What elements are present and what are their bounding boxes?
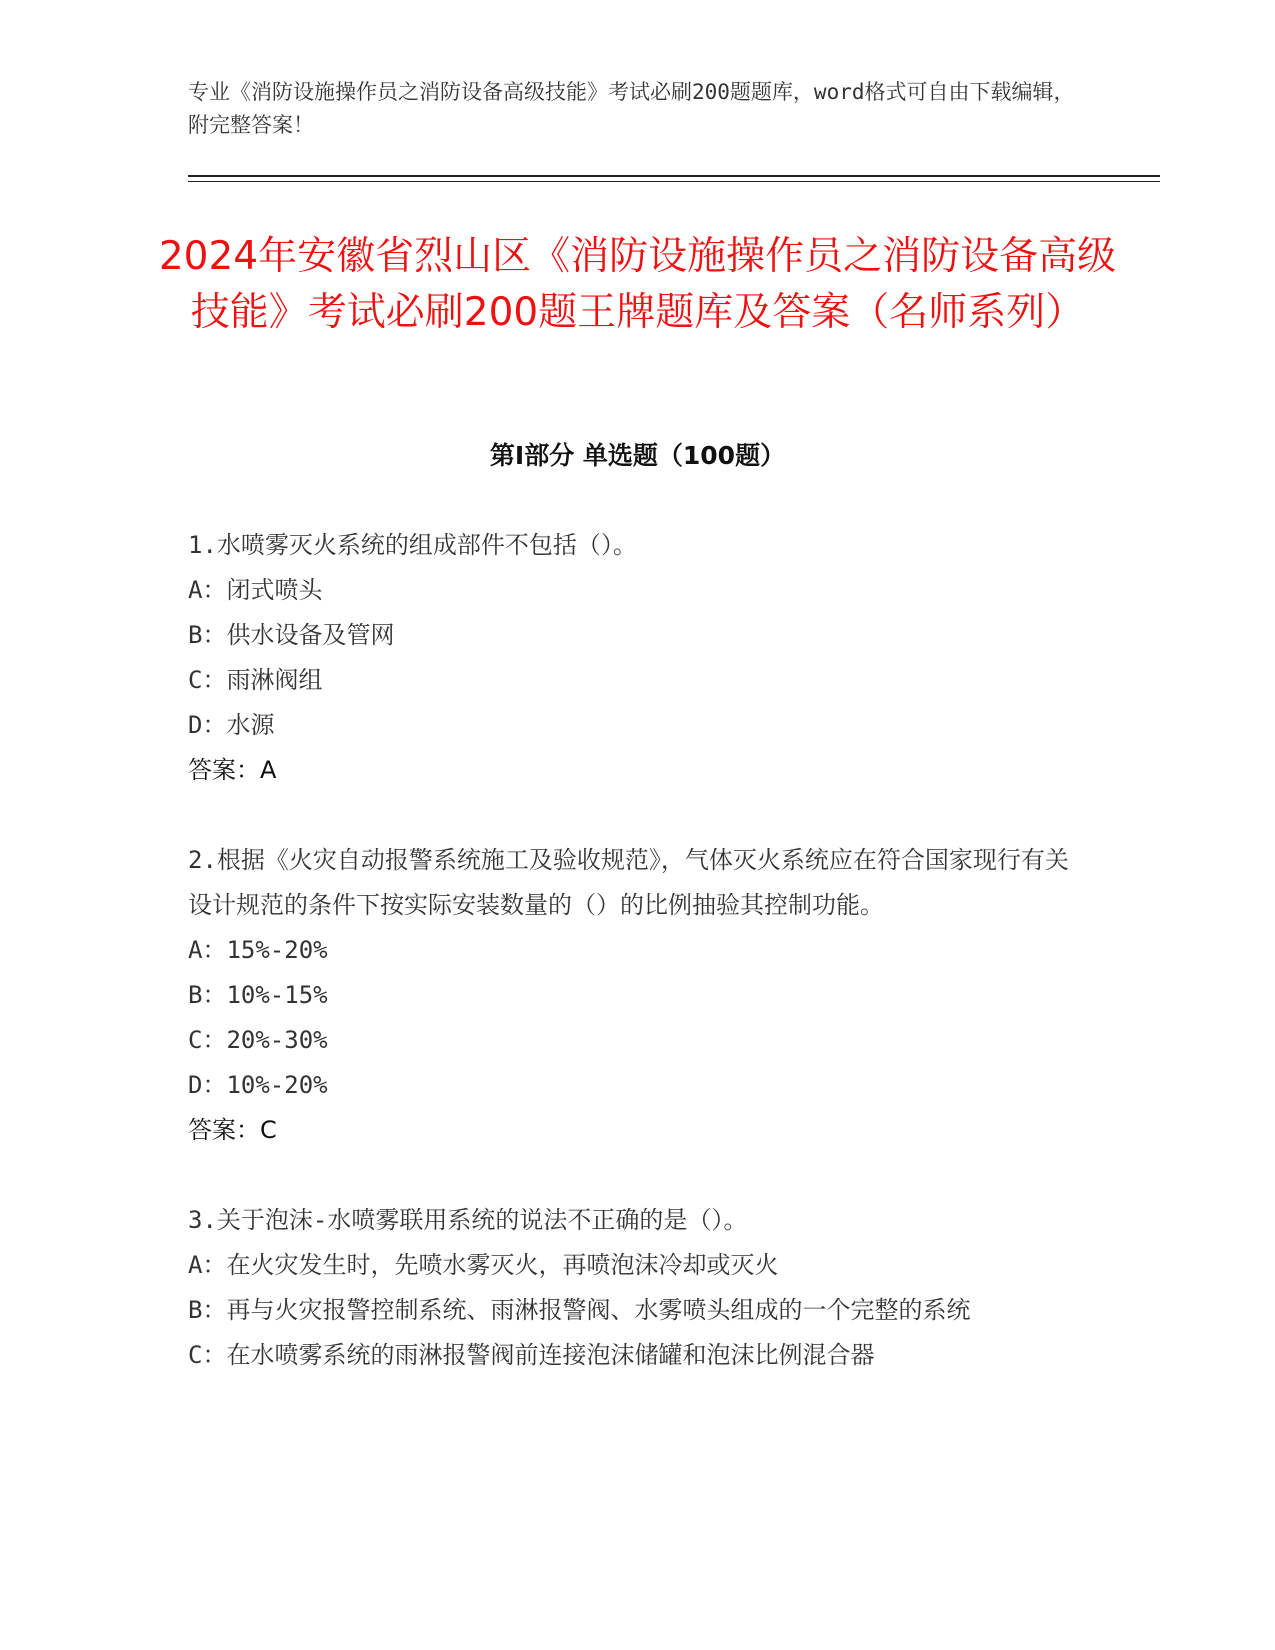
- answer-label: 答案：: [188, 1116, 260, 1144]
- option-a: A：15%-20%: [188, 936, 328, 964]
- option-d: D：水源: [188, 711, 275, 739]
- header-note: 专业《消防设施操作员之消防设备高级技能》考试必刷200题题库，word格式可自由下载编辑，附完整答案！: [188, 80, 1075, 137]
- answer-line: [188, 748, 1088, 793]
- option-d: D：10%-20%: [188, 1071, 328, 1099]
- answer-line: [188, 1108, 1088, 1153]
- option-a: A：闭式喷头: [188, 576, 323, 604]
- answer-label: 答案：: [188, 756, 260, 784]
- question-1: [188, 523, 1088, 793]
- option-a: A：在火灾发生时，先喷水雾灭火，再喷泡沫冷却或灭火: [188, 1251, 779, 1279]
- option-c: C：在水喷雾系统的雨淋报警阀前连接泡沫储罐和泡沫比例混合器: [188, 1341, 875, 1369]
- option-b: B：10%-15%: [188, 981, 328, 1009]
- option-b: B：供水设备及管网: [188, 621, 395, 649]
- document-title: 2024年安徽省烈山区《消防设施操作员之消防设备高级技能》考试必刷200题王牌题库及答案（名师系列）: [158, 234, 1117, 335]
- question-stem: 2.根据《火灾自动报警系统施工及验收规范》，气体灭火系统应在符合国家现行有关设计规范的条件下按实际安装数量的（）的比例抽验其控制功能。: [188, 846, 1069, 919]
- answer-value: A: [260, 756, 277, 784]
- header-divider-thick: [188, 175, 1160, 177]
- option-b: B：再与火灾报警控制系统、雨淋报警阀、水雾喷头组成的一个完整的系统: [188, 1296, 971, 1324]
- question-3: [188, 1198, 1088, 1378]
- header-divider-thin: [188, 181, 1160, 182]
- answer-value: C: [260, 1116, 277, 1144]
- question-list: [188, 523, 1088, 1423]
- question-stem: 1.水喷雾灭火系统的组成部件不包括（）。: [188, 531, 637, 559]
- option-c: C：雨淋阀组: [188, 666, 323, 694]
- option-c: C：20%-30%: [188, 1026, 328, 1054]
- section-title: 第Ⅰ部分 单选题（100题）: [489, 441, 786, 470]
- question-stem: 3.关于泡沫-水喷雾联用系统的说法不正确的是（）。: [188, 1206, 748, 1234]
- question-2: [188, 838, 1088, 1153]
